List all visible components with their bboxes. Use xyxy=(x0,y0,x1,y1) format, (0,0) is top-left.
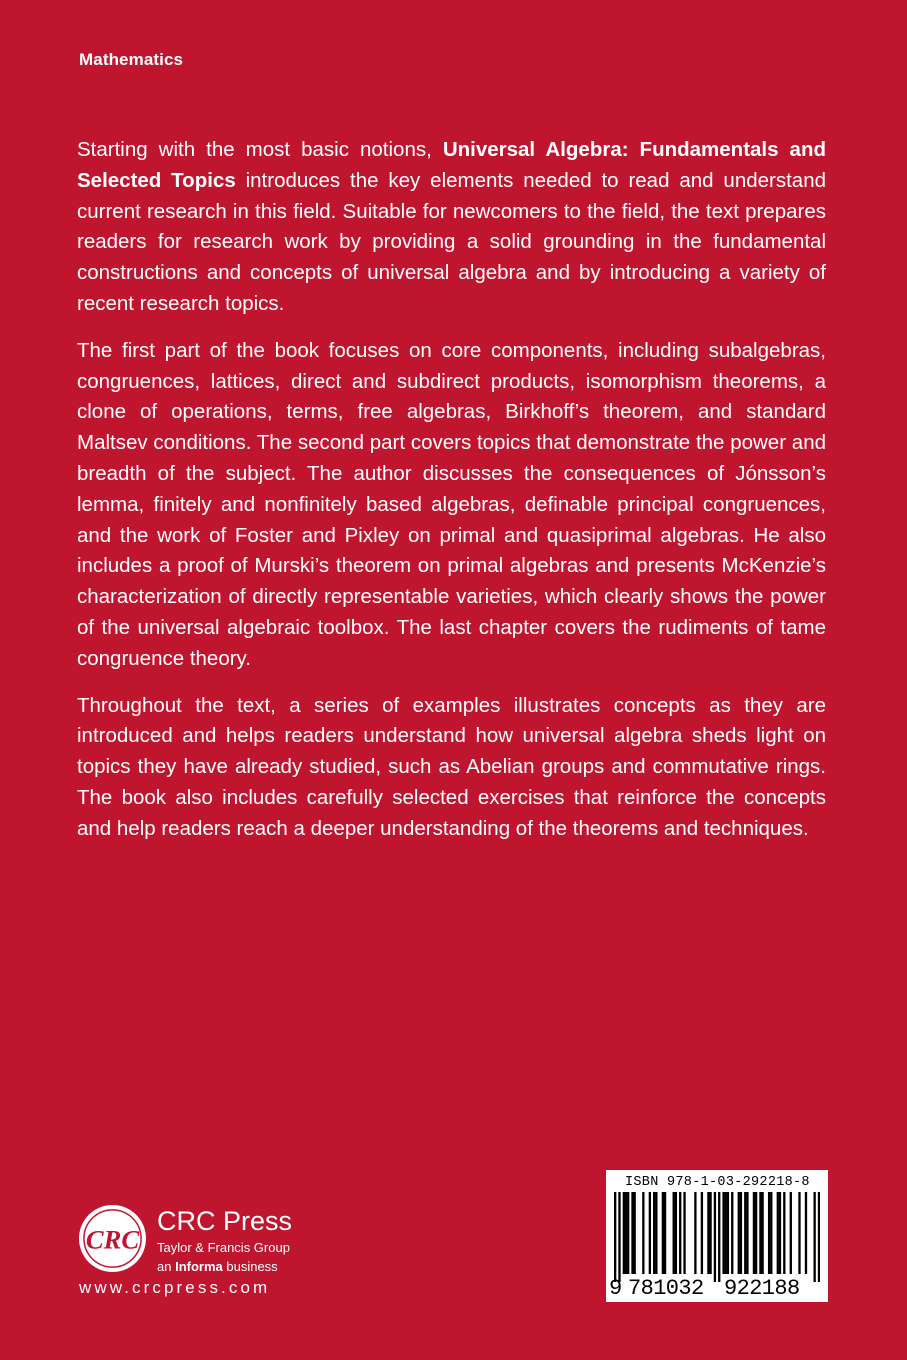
barcode-bar xyxy=(655,1192,657,1274)
barcode-digits-right: 922188 xyxy=(724,1276,800,1301)
barcode-digit-first: 9 xyxy=(609,1276,622,1301)
category-label: Mathematics xyxy=(79,50,184,69)
barcode-bar xyxy=(634,1192,636,1274)
barcode-bar xyxy=(709,1192,711,1274)
barcode-bar xyxy=(759,1192,761,1274)
barcode-bar xyxy=(727,1192,729,1274)
book-title: Universal Algebra: Fundamentals and Selected Topics xyxy=(77,138,826,192)
barcode-bar xyxy=(683,1192,685,1274)
barcode-bar xyxy=(805,1192,807,1274)
publisher-name: CRC Press xyxy=(157,1206,293,1236)
blurb-paragraph-1 xyxy=(77,135,826,320)
barcode-bar xyxy=(675,1192,677,1274)
barcode-digits-left: 781032 xyxy=(628,1276,704,1301)
barcode-bar xyxy=(707,1192,709,1274)
barcode-bar xyxy=(740,1192,742,1274)
barcode-bar xyxy=(755,1192,757,1274)
business-bold: Informa xyxy=(175,1259,223,1274)
barcode-bar xyxy=(770,1192,772,1274)
barcode-bar xyxy=(783,1192,785,1274)
barcode-bar xyxy=(701,1192,703,1274)
barcode-bars xyxy=(614,1192,820,1282)
barcode-bar xyxy=(731,1192,733,1274)
barcode-bar xyxy=(753,1192,755,1274)
barcode-bar xyxy=(725,1192,727,1274)
barcode-bar xyxy=(627,1192,629,1274)
barcode-bar xyxy=(623,1192,625,1274)
barcode-bar xyxy=(779,1192,781,1274)
barcode-bar xyxy=(625,1192,627,1274)
barcode-bar xyxy=(798,1192,800,1274)
crc-logo-icon xyxy=(78,1204,147,1273)
barcode-bar xyxy=(614,1192,616,1282)
blurb-p1-rest: introduces the key elements needed to read and understand current research in this field. Suitable for newcomers to the field, the text prepares readers for research work by providing a solid grounding in the fundamental constructions and concepts of universal algebra and by introducing a variety of recent research topics. xyxy=(77,168,826,315)
barcode-bar xyxy=(679,1192,681,1274)
barcode-bar xyxy=(714,1192,716,1282)
barcode-bar xyxy=(768,1192,770,1274)
publisher-business xyxy=(157,1259,278,1274)
publisher-url: www.crcpress.com xyxy=(79,1278,271,1297)
barcode-bar xyxy=(818,1192,820,1282)
barcode-bar xyxy=(673,1192,675,1274)
blurb-paragraph-3: Throughout the text, a series of examples illustrates concepts as they are introduced and helps readers understand how universal algebra sheds light on topics they have already studied, such as Abelian groups and commutative rings. The book also includes carefully selected exercises that reinforce the concepts and help readers reach a deeper understanding of the theorems and techniques. xyxy=(77,693,826,840)
barcode-bar xyxy=(718,1192,720,1282)
barcode-bar xyxy=(813,1192,815,1282)
blurb-paragraph-2: The first part of the book focuses on core components, including subalgebras, congruences, lattices, direct and subdirect products, isomorphism theorems, a clone of operations, terms, free algebras, Birkhoff’s theorem, and standard Maltsev conditions. The second part covers topics that demonstrate the power and breadth of the subject. The author discusses the consequences of Jónsson’s lemma, finitely and nonfinitely based algebras, definable principal congruences, and the work of Foster and Pixley on primal and quasiprimal algebras. He also includes a proof of Murski’s theorem on primal algebras and presents McKenzie’s characterization of directly representable varieties, which clearly shows the power of the universal algebraic toolbox. The last chapter covers the rudiments of tame congruence theory. xyxy=(77,338,826,670)
barcode-bar xyxy=(722,1192,724,1274)
barcode-bar xyxy=(642,1192,644,1274)
barcode-bar xyxy=(618,1192,620,1282)
barcode-bar xyxy=(746,1192,748,1274)
barcode-bar xyxy=(662,1192,664,1274)
blurb-intro: Starting with the most basic notions, xyxy=(77,138,443,161)
barcode-bar xyxy=(790,1192,792,1274)
publisher-block xyxy=(78,1198,338,1308)
barcode-bar xyxy=(664,1192,666,1274)
barcode-bar xyxy=(631,1192,633,1274)
barcode-bar xyxy=(777,1192,779,1274)
publisher-group: Taylor & Francis Group xyxy=(157,1240,290,1255)
barcode-bar xyxy=(761,1192,763,1274)
barcode-bar xyxy=(649,1192,651,1274)
crc-logo-text: CRC xyxy=(85,1224,140,1255)
isbn-label: ISBN 978-1-03-292218-8 xyxy=(625,1175,810,1190)
barcode-bar xyxy=(653,1192,655,1274)
barcode-bar xyxy=(738,1192,740,1274)
isbn-barcode xyxy=(606,1170,828,1302)
barcode-bar xyxy=(694,1192,696,1274)
business-prefix: an xyxy=(157,1259,176,1274)
barcode-bar xyxy=(744,1192,746,1274)
business-suffix: business xyxy=(222,1259,278,1274)
back-cover-blurb xyxy=(77,135,826,861)
